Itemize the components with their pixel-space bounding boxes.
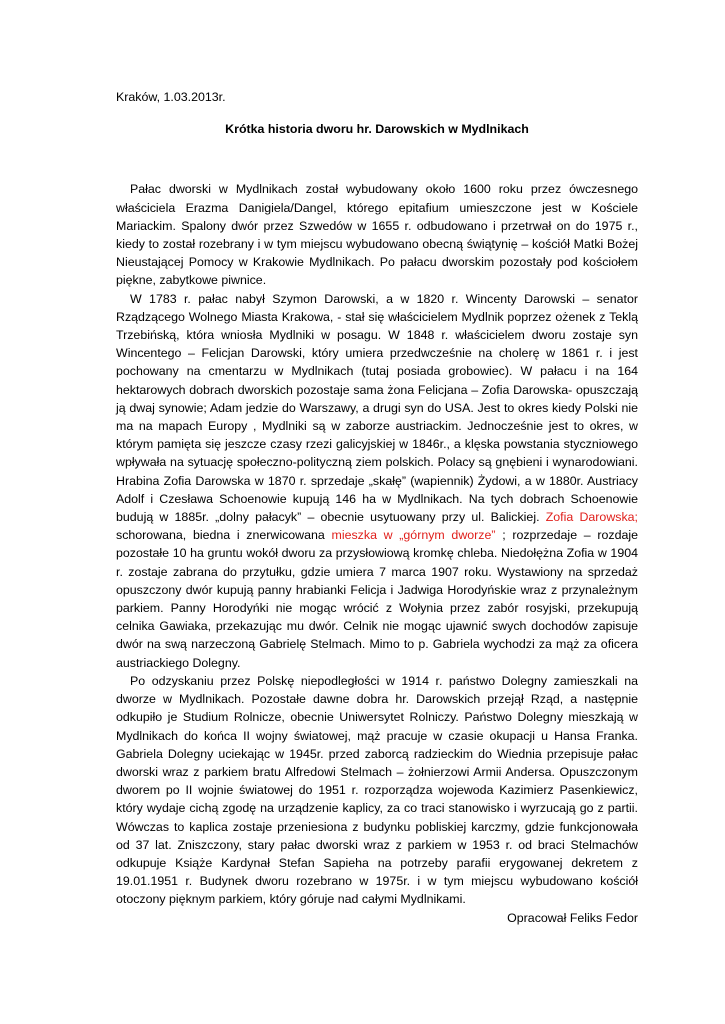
paragraph-2 (116, 290, 638, 672)
highlight-gorny-dwor: mieszka w „górnym dworze” (331, 528, 496, 543)
paragraph-2-text-3: ; rozprzedaje – rozdaje pozostałe 10 ha gruntu wokół dworu za przysłowiową kromkę chleba. Niedołężna Zofia w 1904 r. zostaje zabrana do przytułku, gdzie umiera 7 marca 1907 roku. Wystawiony na sprzedaż opuszczony dwór kupują panny hrabianki Felicja i Jadwiga Horodyńskie wraz z przynależnym parkiem. Panny Horodyńki nie mogąc wrócić z Wołynia przez zabór rosyjski, przekupują celnika Gawiaka, przekazując mu dwór. Celnik nie mogąc ujawnić swych dochodów zapisuje dwór na swą narzeczoną Gabrielę Stelmach. Mimo to p. Gabriela wychodzi za mąż za oficera austriackiego Dolegny. (116, 528, 638, 670)
document-content (116, 88, 638, 927)
paragraph-3: Po odzyskaniu przez Polskę niepodległości w 1914 r. państwo Dolegny zamieszkali na dworze w Mydlnikach. Pozostałe dawne dobra hr. Darowskich przejął Rząd, a następnie odkupiło je Studium Rolnicze, obecnie Uniwersytet Rolniczy. Państwo Dolegny mieszkają w Mydlnikach do końca II wojny światowej, mąż pracuje w czasie okupacji u Hansa Franka. Gabriela Dolegny uciekając w 1945r. przed zaborcą radzieckim do Wiednia przepisuje pałac dworski wraz z parkiem bratu Alfredowi Stelmach – żołnierzowi Armii Andersa. Opuszczonym dworem po II wojnie światowej do 1951 r. rozporządza wojewoda Kazimierz Pasenkiewicz, który wydaje cichą zgodę na urządzenie kaplicy, za co traci stanowisko i wyrzucają go z partii. Wówczas to kaplica zostaje przeniesiona z budynku pobliskiej karczmy, gdzie funkcjonowała od 37 lat. Zniszczony, stary pałac dworski wraz z parkiem w 1953 r. od braci Stelmachów odkupuje Książe Kardynał Stefan Sapieha na potrzeby parafii erygowanej dekretem z 19.01.1951 r. Budynek dworu rozebrano w 1975r. i w tym miejscu wybudowano kościół otoczony pięknym parkiem, który góruje nad całymi Mydlnikami. (116, 673, 638, 907)
author-signature: Opracował Feliks Fedor (507, 910, 638, 925)
paragraph-2-text-2: schorowana, biedna i znerwicowana (116, 528, 325, 543)
document-body (116, 180, 638, 926)
highlight-zofia-darowska: Zofia Darowska; (545, 510, 638, 525)
document-title: Krótka historia dworu hr. Darowskich w Mydlnikach (225, 122, 529, 137)
paragraph-1: Pałac dworski w Mydlnikach został wybudowany około 1600 roku przez ówczesnego właściciela Erazma Danigiela/Dangel, którego epitafium umieszczone jest w Kościele Mariackim. Spalony dwór przez Szwedów w 1655 r. odbudowano i przetrwał on do 1975 r., kiedy to został rozebrany i w tym miejscu wybudowano obecną świątynię – kościół Matki Bożej Nieustającej Pomocy w Krakowie Mydlnikach. Po pałacu dworskim pozostały pod kościołem piękne, zabytkowe piwnice. (116, 182, 638, 288)
paragraph-2-text-1: W 1783 r. pałac nabył Szymon Darowski, a w 1820 r. Wincenty Darowski – senator Rządzącego Wolnego Miasta Krakowa, - stał się właścicielem Mydlnik poprzez ożenek z Teklą Trzebińską, która wniosła Mydlniki w posagu. W 1848 r. właścicielem dworu zostaje syn Wincentego – Felicjan Darowski, który umiera przedwcześnie na cholerę w 1861 r. i jest pochowany na cmentarzu w Mydlnikach (tutaj posiada grobowiec). W pałacu i na 164 hektarowych dobrach dworskich pozostaje sama żona Felicjana – Zofia Darowska- opuszczają ją dwaj synowie; Adam jedzie do Warszawy, a drugi syn do USA. Jest to okres kiedy Polski nie ma na mapach Europy , Mydlniki są w zaborze austriackim. Jednocześnie jest to okres, w którym pamięta się jeszcze czasy rzezi galicyjskiej w 1846r., a klęska powstania styczniowego wpływała na sytuację społeczno-polityczną ziem polskich. Polacy są gnębieni i wynarodowiani. Hrabina Zofia Darowska w 1870 r. sprzedaje „skałę” (wapiennik) Żydowi, a w 1880r. Austriacy Adolf i Czesława Schoenowie kupują 146 ha w Mydlnikach. Na tych dobrach Schoenowie budują w 1885r. „dolny pałacyk” – obecnie usytuowany przy ul. Balickiej. (116, 291, 638, 525)
place-date: Kraków, 1.03.2013r. (116, 90, 226, 104)
